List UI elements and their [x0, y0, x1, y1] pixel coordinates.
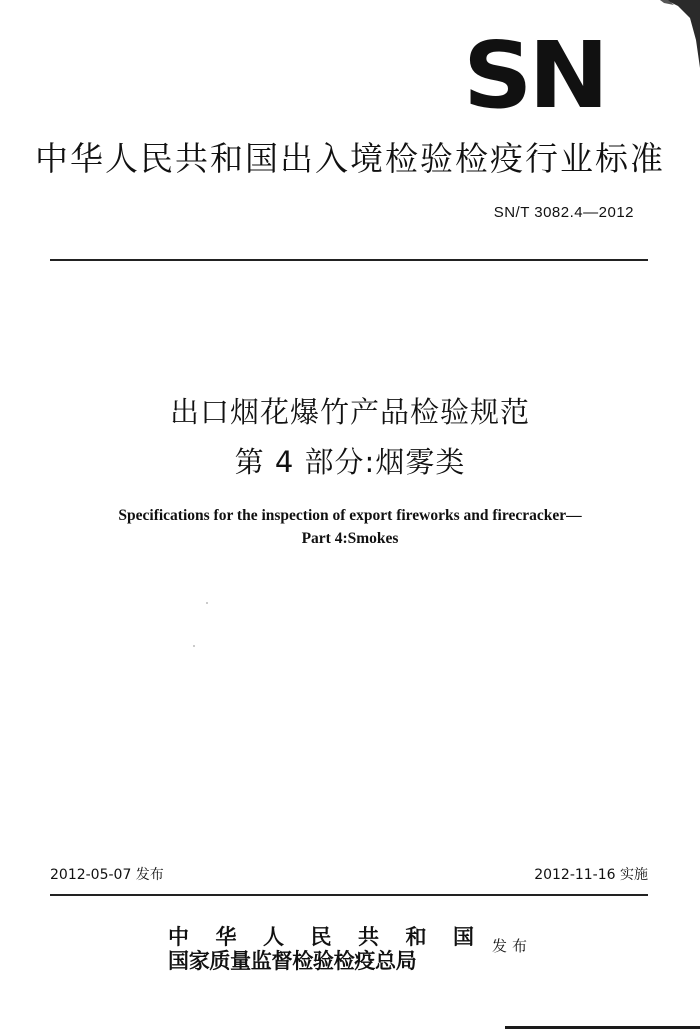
scan-speck — [193, 645, 195, 647]
top-divider — [50, 259, 648, 261]
title-english-line-2: Part 4:Smokes — [301, 530, 399, 547]
bottom-divider — [50, 894, 648, 896]
scan-speck — [206, 602, 208, 604]
sn-logo: SN — [463, 22, 606, 129]
title-chinese-line-1: 出口烟花爆竹产品检验规范 — [169, 395, 530, 429]
issuer-line-1: 中 华 人 民 共 和 国 — [168, 924, 474, 949]
title-chinese-line-2: 第 4 部分:烟雾类 — [234, 445, 466, 479]
scan-corner-mark — [660, 0, 700, 70]
scan-edge-line — [505, 1026, 700, 1029]
implement-date: 2012-11-16 实施 — [534, 867, 648, 883]
standard-number: SN/T 3082.4—2012 — [493, 204, 634, 221]
publish-date: 2012-05-07 发布 — [50, 867, 164, 883]
issue-label: 发布 — [492, 937, 533, 955]
issuer-line-2: 国家质量监督检验检疫总局 — [168, 948, 417, 973]
org-title: 中华人民共和国出入境检验检疫行业标准 — [35, 139, 665, 178]
title-english-line-1: Specifications for the inspection of export fireworks and firecracker— — [118, 507, 582, 524]
